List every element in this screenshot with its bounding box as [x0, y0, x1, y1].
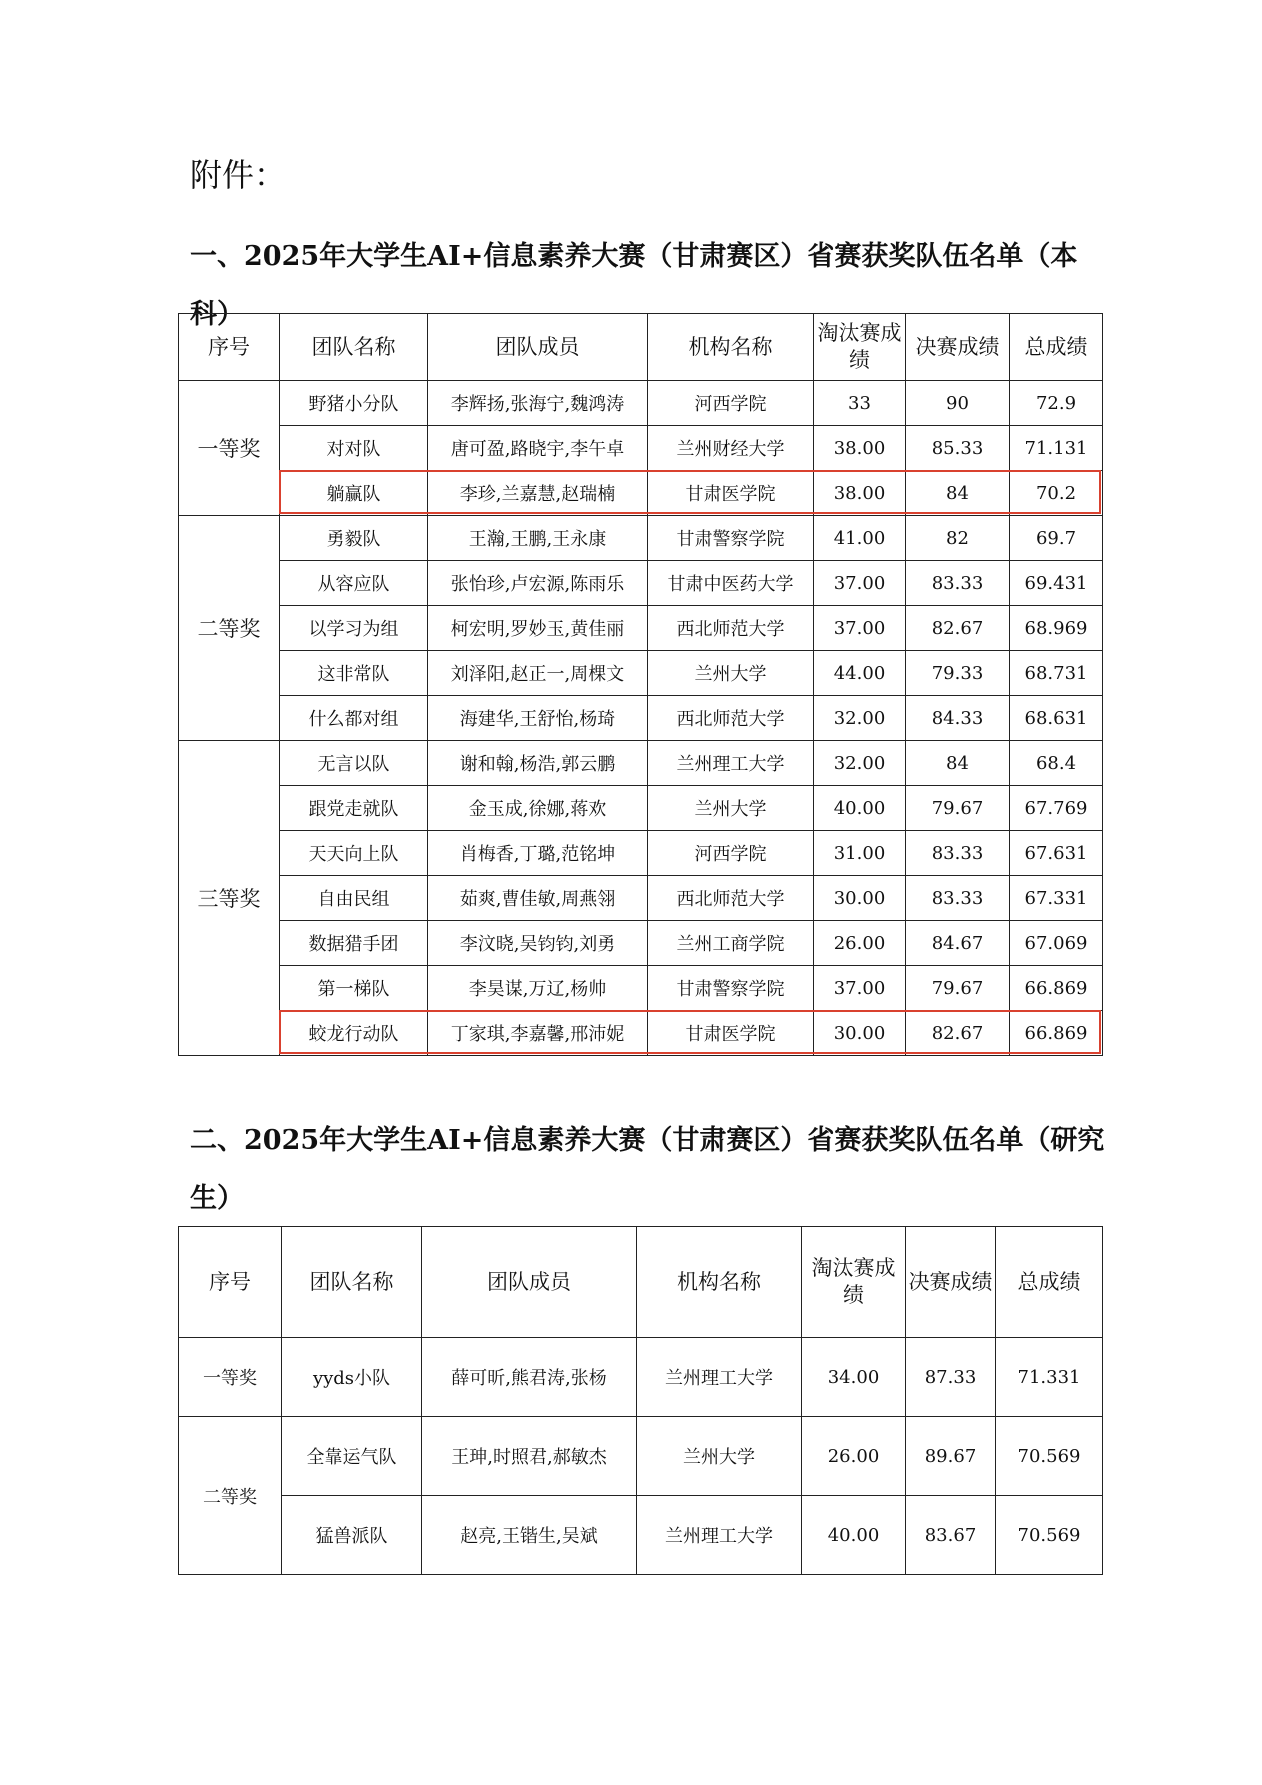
total-score-cell: 67.769 [1010, 786, 1103, 831]
members-cell: 柯宏明,罗妙玉,黄佳丽 [428, 606, 648, 651]
members-cell: 肖梅香,丁璐,范铭坤 [428, 831, 648, 876]
elimination-score-cell: 37.00 [814, 606, 906, 651]
col-header-total-score: 总成绩 [1010, 314, 1103, 381]
final-score-cell: 83.33 [906, 831, 1010, 876]
table-row [179, 1338, 1103, 1417]
institution-cell: 兰州理工大学 [648, 741, 814, 786]
final-score-cell: 79.67 [906, 966, 1010, 1011]
team-name-cell: 从容应队 [280, 561, 428, 606]
final-score-cell: 83.67 [906, 1496, 996, 1575]
institution-cell: 甘肃警察学院 [648, 516, 814, 561]
elimination-score-cell: 37.00 [814, 561, 906, 606]
table-row [179, 1496, 1103, 1575]
total-score-cell: 70.569 [996, 1417, 1103, 1496]
undergraduate-award-table [178, 313, 1103, 1056]
elimination-score-cell: 40.00 [802, 1496, 906, 1575]
elimination-score-cell: 33 [814, 381, 906, 426]
institution-cell: 河西学院 [648, 831, 814, 876]
total-score-cell: 70.2 [1010, 471, 1103, 516]
institution-cell: 西北师范大学 [648, 876, 814, 921]
col-header-elimination-score: 淘汰赛成绩 [802, 1227, 906, 1338]
institution-cell: 兰州理工大学 [637, 1338, 802, 1417]
col-header-members: 团队成员 [422, 1227, 637, 1338]
team-name-cell: 自由民组 [280, 876, 428, 921]
award-level-cell: 二等奖 [179, 1417, 282, 1575]
table-header-row [179, 1227, 1103, 1338]
table-row [179, 561, 1103, 606]
col-header-index: 序号 [179, 314, 280, 381]
institution-cell: 兰州理工大学 [637, 1496, 802, 1575]
team-name-cell: 蛟龙行动队 [280, 1011, 428, 1056]
members-cell: 唐可盈,路晓宇,李午卓 [428, 426, 648, 471]
elimination-score-cell: 38.00 [814, 426, 906, 471]
total-score-cell: 72.9 [1010, 381, 1103, 426]
members-cell: 海建华,王舒怡,杨琦 [428, 696, 648, 741]
table-header-row [179, 314, 1103, 381]
table-row [179, 831, 1103, 876]
col-header-institution: 机构名称 [637, 1227, 802, 1338]
total-score-cell: 68.4 [1010, 741, 1103, 786]
total-score-cell: 67.069 [1010, 921, 1103, 966]
table-row [179, 696, 1103, 741]
table-row [179, 921, 1103, 966]
elimination-score-cell: 30.00 [814, 876, 906, 921]
total-score-cell: 68.731 [1010, 651, 1103, 696]
award-level-cell: 三等奖 [179, 741, 280, 1056]
team-name-cell: 以学习为组 [280, 606, 428, 651]
final-score-cell: 83.33 [906, 876, 1010, 921]
total-score-cell: 66.869 [1010, 1011, 1103, 1056]
total-score-cell: 71.131 [1010, 426, 1103, 471]
institution-cell: 兰州大学 [648, 786, 814, 831]
section-1-title: 一、2025年大学生AI+信息素养大赛（甘肃赛区）省赛获奖队伍名单（本科） [190, 241, 1078, 330]
team-name-cell: 数据猎手团 [280, 921, 428, 966]
final-score-cell: 84 [906, 471, 1010, 516]
members-cell: 薛可昕,熊君涛,张杨 [422, 1338, 637, 1417]
team-name-cell: 无言以队 [280, 741, 428, 786]
members-cell: 李汶晓,吴钧钧,刘勇 [428, 921, 648, 966]
elimination-score-cell: 44.00 [814, 651, 906, 696]
total-score-cell: 68.969 [1010, 606, 1103, 651]
col-header-final-score: 决赛成绩 [906, 1227, 996, 1338]
table-row [179, 381, 1103, 426]
elimination-score-cell: 40.00 [814, 786, 906, 831]
institution-cell: 兰州工商学院 [648, 921, 814, 966]
award-level-cell: 二等奖 [179, 516, 280, 741]
table-row [179, 606, 1103, 651]
award-level-cell: 一等奖 [179, 381, 280, 516]
institution-cell: 西北师范大学 [648, 696, 814, 741]
table-row [179, 471, 1103, 516]
final-score-cell: 82.67 [906, 606, 1010, 651]
institution-cell: 河西学院 [648, 381, 814, 426]
table-row [179, 786, 1103, 831]
institution-cell: 兰州大学 [637, 1417, 802, 1496]
table-row [179, 876, 1103, 921]
award-level-cell: 一等奖 [179, 1338, 282, 1417]
col-header-team-name: 团队名称 [282, 1227, 422, 1338]
members-cell: 丁家琪,李嘉馨,邢沛妮 [428, 1011, 648, 1056]
institution-cell: 甘肃医学院 [648, 471, 814, 516]
team-name-cell: 天天向上队 [280, 831, 428, 876]
institution-cell: 甘肃医学院 [648, 1011, 814, 1056]
team-name-cell: 全靠运气队 [282, 1417, 422, 1496]
col-header-elimination-score: 淘汰赛成绩 [814, 314, 906, 381]
institution-cell: 兰州财经大学 [648, 426, 814, 471]
institution-cell: 西北师范大学 [648, 606, 814, 651]
final-score-cell: 82.67 [906, 1011, 1010, 1056]
members-cell: 李辉扬,张海宁,魏鸿涛 [428, 381, 648, 426]
table-row [179, 741, 1103, 786]
col-header-team-name: 团队名称 [280, 314, 428, 381]
final-score-cell: 83.33 [906, 561, 1010, 606]
institution-cell: 甘肃警察学院 [648, 966, 814, 1011]
members-cell: 李珍,兰嘉慧,赵瑞楠 [428, 471, 648, 516]
section-2-title: 二、2025年大学生AI+信息素养大赛（甘肃赛区）省赛获奖队伍名单（研究生） [190, 1125, 1105, 1214]
total-score-cell: 66.869 [1010, 966, 1103, 1011]
final-score-cell: 84 [906, 741, 1010, 786]
elimination-score-cell: 37.00 [814, 966, 906, 1011]
col-header-members: 团队成员 [428, 314, 648, 381]
elimination-score-cell: 41.00 [814, 516, 906, 561]
table-row [179, 1417, 1103, 1496]
team-name-cell: 这非常队 [280, 651, 428, 696]
col-header-final-score: 决赛成绩 [906, 314, 1010, 381]
members-cell: 金玉成,徐娜,蒋欢 [428, 786, 648, 831]
members-cell: 王瀚,王鹏,王永康 [428, 516, 648, 561]
final-score-cell: 79.33 [906, 651, 1010, 696]
elimination-score-cell: 30.00 [814, 1011, 906, 1056]
final-score-cell: 90 [906, 381, 1010, 426]
table-row [179, 426, 1103, 471]
final-score-cell: 84.33 [906, 696, 1010, 741]
table-row [179, 966, 1103, 1011]
final-score-cell: 87.33 [906, 1338, 996, 1417]
final-score-cell: 85.33 [906, 426, 1010, 471]
col-header-total-score: 总成绩 [996, 1227, 1103, 1338]
institution-cell: 兰州大学 [648, 651, 814, 696]
members-cell: 谢和翰,杨浩,郭云鹏 [428, 741, 648, 786]
team-name-cell: 野猪小分队 [280, 381, 428, 426]
members-cell: 赵亮,王锴生,吴斌 [422, 1496, 637, 1575]
total-score-cell: 69.7 [1010, 516, 1103, 561]
elimination-score-cell: 32.00 [814, 696, 906, 741]
team-name-cell: 勇毅队 [280, 516, 428, 561]
total-score-cell: 68.631 [1010, 696, 1103, 741]
team-name-cell: 猛兽派队 [282, 1496, 422, 1575]
members-cell: 王珅,时照君,郝敏杰 [422, 1417, 637, 1496]
elimination-score-cell: 38.00 [814, 471, 906, 516]
total-score-cell: 71.331 [996, 1338, 1103, 1417]
table-row [179, 651, 1103, 696]
elimination-score-cell: 32.00 [814, 741, 906, 786]
members-cell: 张怡珍,卢宏源,陈雨乐 [428, 561, 648, 606]
team-name-cell: 跟党走就队 [280, 786, 428, 831]
final-score-cell: 79.67 [906, 786, 1010, 831]
team-name-cell: 对对队 [280, 426, 428, 471]
total-score-cell: 70.569 [996, 1496, 1103, 1575]
elimination-score-cell: 31.00 [814, 831, 906, 876]
final-score-cell: 84.67 [906, 921, 1010, 966]
final-score-cell: 82 [906, 516, 1010, 561]
table-row [179, 516, 1103, 561]
total-score-cell: 67.331 [1010, 876, 1103, 921]
members-cell: 茹爽,曹佳敏,周燕翎 [428, 876, 648, 921]
team-name-cell: 什么都对组 [280, 696, 428, 741]
elimination-score-cell: 26.00 [802, 1417, 906, 1496]
document-heading: 附件： [190, 156, 287, 194]
col-header-index: 序号 [179, 1227, 282, 1338]
final-score-cell: 89.67 [906, 1417, 996, 1496]
total-score-cell: 67.631 [1010, 831, 1103, 876]
members-cell: 李昊谋,万辽,杨帅 [428, 966, 648, 1011]
team-name-cell: yyds小队 [282, 1338, 422, 1417]
team-name-cell: 躺赢队 [280, 471, 428, 516]
team-name-cell: 第一梯队 [280, 966, 428, 1011]
total-score-cell: 69.431 [1010, 561, 1103, 606]
members-cell: 刘泽阳,赵正一,周棵文 [428, 651, 648, 696]
institution-cell: 甘肃中医药大学 [648, 561, 814, 606]
elimination-score-cell: 26.00 [814, 921, 906, 966]
table-row [179, 1011, 1103, 1056]
elimination-score-cell: 34.00 [802, 1338, 906, 1417]
col-header-institution: 机构名称 [648, 314, 814, 381]
graduate-award-table [178, 1226, 1103, 1575]
